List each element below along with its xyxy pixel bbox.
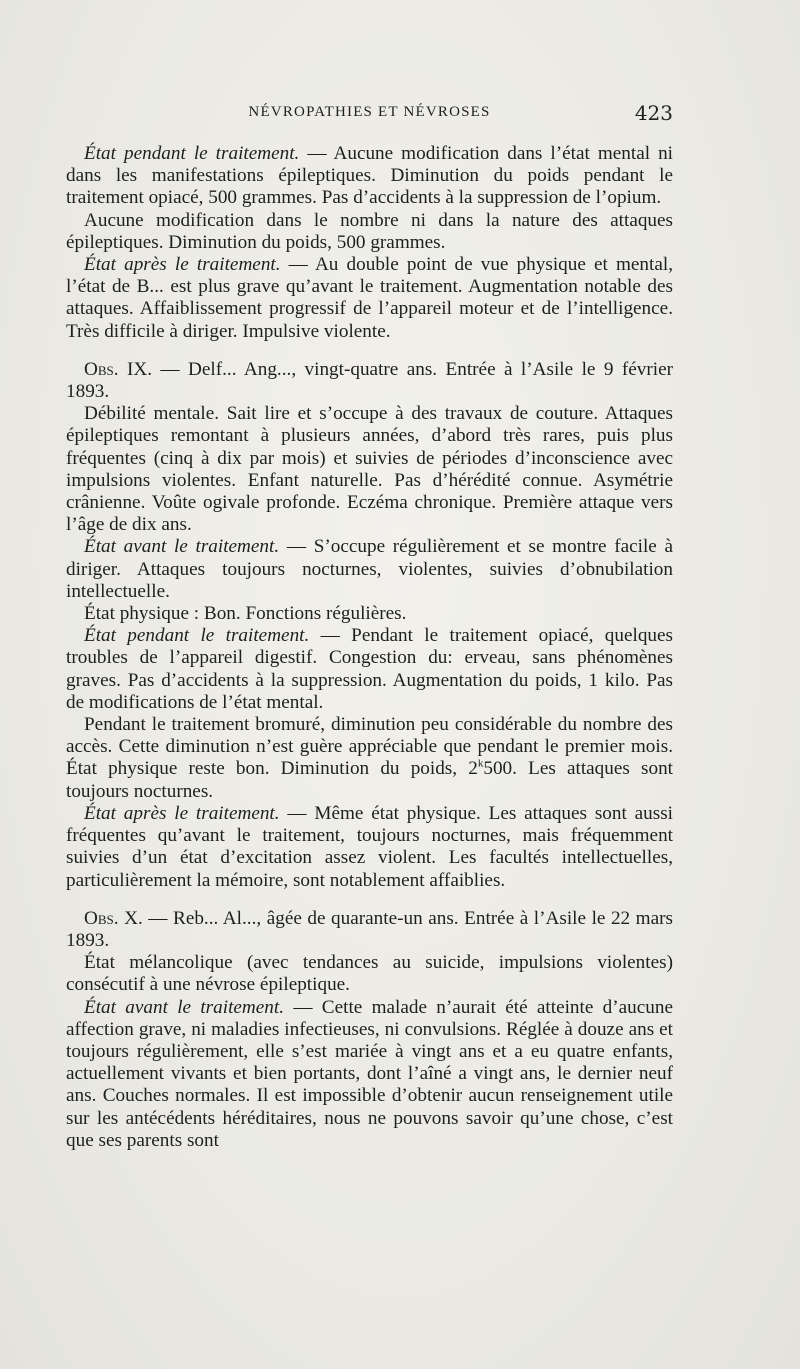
- paragraph: [66, 625, 673, 714]
- observation-text: — Reb... Al..., âgée de quarante-un ans. Entrée à l’Asile le 22 mars 1893.: [66, 907, 673, 951]
- observation-label: Obs. IX.: [84, 358, 153, 380]
- paragraph-text: — Au double point de vue physique et mental, l’état de B... est plus grave qu’avant le traitement. Augmentation notable des attaques. Affaiblissement progressif de l’appareil moteur et de l’intelligence. Très difficile à diriger. Impulsive violente.: [66, 254, 673, 342]
- paragraph: Aucune modification dans le nombre ni dans la nature des attaques épileptiques. Diminution du poids, 500 grammes.: [66, 209, 673, 253]
- paragraph: [66, 254, 673, 343]
- paragraph-text: — Pendant le traitement opiacé, quelques troubles de l’appareil digestif. Congestion du: erveau, sans phénomènes graves. Pas d’accidents à la suppression. Augmentation du poids, 1 kilo. Pas de modifications de l’état mental.: [66, 625, 674, 713]
- observation-text: — Delf... Ang..., vingt-quatre ans. Entrée à l’Asile le 9 février 1893.: [66, 358, 673, 403]
- observation-heading: [66, 359, 673, 403]
- paragraph-text: — Aucune modification dans l’état mental ni dans les manifestations épileptiques. Diminution du poids pendant le traitement opiacé, 500 grammes. Pas d’accidents à la suppression de l’opium.: [66, 143, 673, 209]
- observation-heading: [66, 908, 673, 952]
- section-label: État pendant le traitement.: [84, 625, 310, 647]
- paragraph: État mélancolique (avec tendances au suicide, impulsions violentes) consécutif à une névrose épileptique.: [66, 952, 673, 996]
- page-number: 423: [634, 101, 673, 125]
- paragraph: [66, 714, 673, 803]
- paragraph-text: — Même état physique. Les attaques sont aussi fréquentes qu’avant le traitement, toujours nocturnes, mais fréquemment suivies d’un état d’excitation assez violent. Les facultés intellectuelles, particulièrement la mémoire, sont notablement affaiblies.: [66, 802, 673, 891]
- paragraph-text: — S’occupe régulièrement et se montre facile à diriger. Attaques toujours nocturnes, violentes, suivies d’obnubilation intellectuelle.: [66, 536, 673, 602]
- paragraph-text: — Cette malade n’aurait été atteinte d’aucune affection grave, ni maladies infectieuses, ni convulsions. Réglée à douze ans et toujours régulièrement, elle s’est mariée à vingt ans et a eu quatre enfants, actuellement vivants et bien portants, dont l’aîné a vingt ans, le dernier neuf ans. Couches normales. Il est impossible d’obtenir aucun renseignement utile sur les antécédents héréditaires, nous ne pouvons savoir qu’une chose, c’est que ses parents sont: [66, 996, 673, 1151]
- section-label: État avant le traitement.: [84, 536, 280, 558]
- paragraph: État physique : Bon. Fonctions régulières.: [84, 603, 407, 625]
- section-label: État pendant le traitement.: [84, 143, 300, 164]
- paragraph: [66, 143, 673, 210]
- section-label: État avant le traitement.: [84, 996, 285, 1018]
- observation-label: Obs. X.: [84, 907, 143, 929]
- section-label: État après le traitement.: [84, 254, 281, 276]
- paragraph: [66, 536, 673, 603]
- paragraph: [66, 803, 673, 892]
- body-text: [66, 143, 673, 1152]
- paragraph-text: 500. Les attaques sont toujours nocturnes.: [66, 758, 673, 802]
- page-header: [66, 101, 673, 134]
- running-title: NÉVROPATHIES ET NÉVROSES: [248, 104, 491, 120]
- paragraph: Débilité mentale. Sait lire et s’occupe à des travaux de couture. Attaques épileptiques remontant à plusieurs années, d’abord très rares, puis plus fréquentes (cinq à dix par mois) et suivies de périodes d’inconscience avec impulsions violentes. Enfant naturelle. Pas d’hérédité connue. Asymétrie crânienne. Voûte ogivale profonde. Eczéma chronique. Première attaque vers l’âge de dix ans.: [66, 403, 673, 536]
- paragraph-text: Pendant le traitement bromuré, diminution peu considérable du nombre des accès. Cette diminution n’est guère appréciable que pendant le premier mois. État physique reste bon. Diminution du poids, 2: [66, 714, 673, 780]
- superscript-unit: k: [477, 758, 484, 771]
- paragraph: [66, 997, 673, 1152]
- section-label: État après le traitement.: [84, 802, 280, 824]
